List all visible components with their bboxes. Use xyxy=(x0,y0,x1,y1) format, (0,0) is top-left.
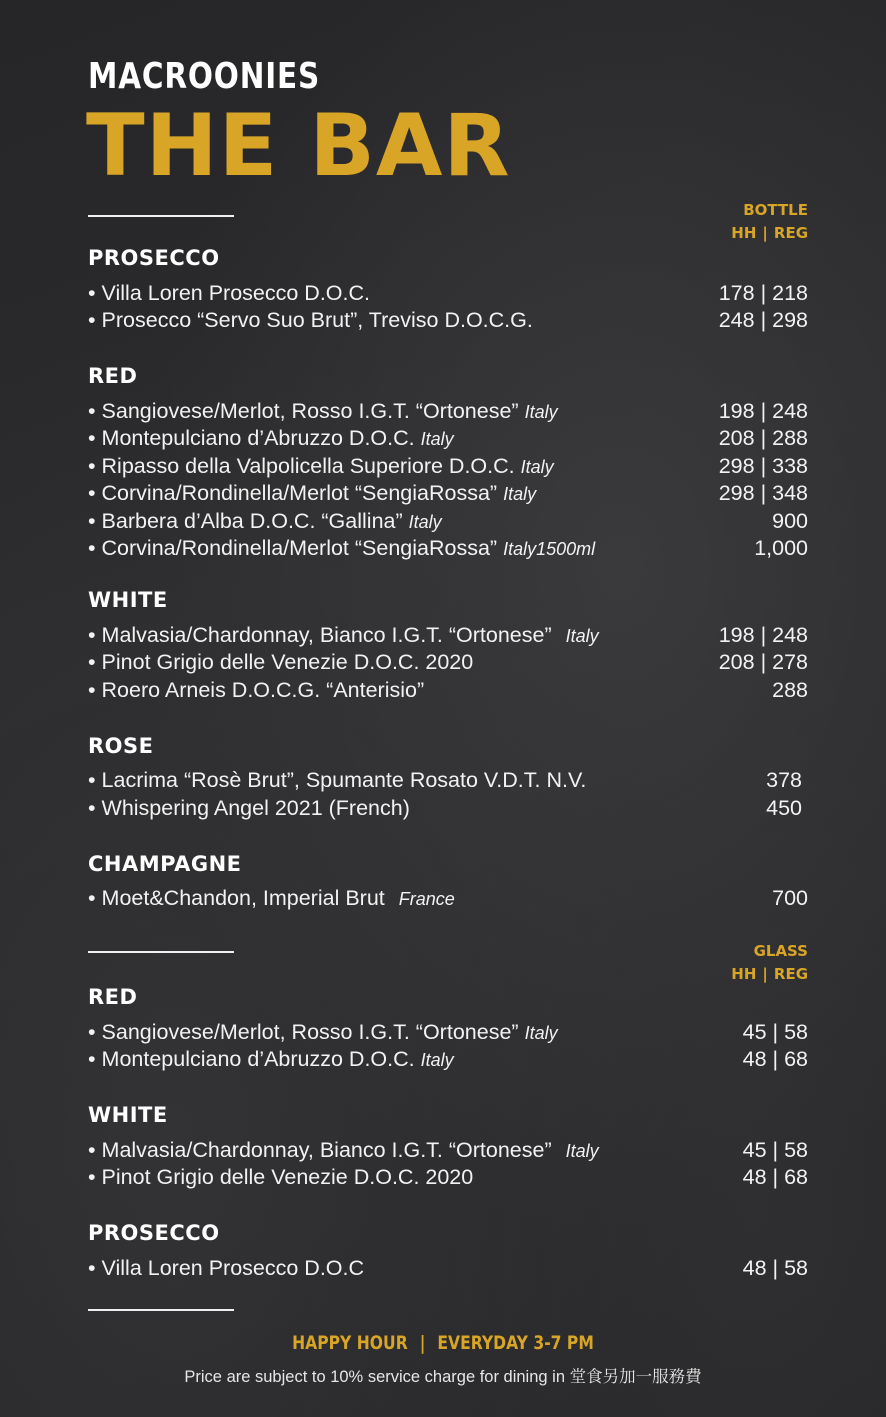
happy-hour-label: HAPPY HOUR xyxy=(292,1332,408,1354)
item-origin: Italy xyxy=(565,1141,599,1161)
happy-hour-banner xyxy=(0,1332,886,1354)
brand-name: MACROONIES xyxy=(88,56,321,97)
menu-item: • Barbera d’Alba D.O.C. “Gallina” Italy 900 xyxy=(88,509,808,533)
section-title-white: WHITE xyxy=(88,588,168,612)
bottle-header-label: BOTTLE xyxy=(743,201,808,219)
menu-item: • Montepulciano d’Abruzzo D.O.C. Italy 48 | 68 xyxy=(88,1047,808,1071)
item-price: 298 | 338 xyxy=(718,454,808,478)
item-name: Ripasso della Valpolicella Superiore D.O.C. xyxy=(101,454,515,478)
item-name: Corvina/Rondinella/Merlot “SengiaRossa” xyxy=(101,536,498,560)
item-name: Villa Loren Prosecco D.O.C xyxy=(101,1256,365,1280)
section-title-champagne: CHAMPAGNE xyxy=(88,852,242,876)
item-price: 48 | 68 xyxy=(742,1047,808,1071)
item-price: 248 | 298 xyxy=(718,308,808,332)
menu-item: • Malvasia/Chardonnay, Bianco I.G.T. “Ortonese” Italy 198 | 248 xyxy=(88,623,808,647)
bottle-price-header xyxy=(731,199,808,245)
item-name: Moet&Chandon, Imperial Brut xyxy=(101,886,385,910)
item-price: 298 | 348 xyxy=(718,481,808,505)
item-name: Prosecco “Servo Suo Brut”, Treviso D.O.C.G. xyxy=(101,308,533,332)
happy-hour-schedule: EVERYDAY 3-7 PM xyxy=(437,1332,594,1354)
divider xyxy=(88,1309,234,1311)
item-price: 378 xyxy=(766,768,802,792)
item-name: Roero Arneis D.O.C.G. “Anterisio” xyxy=(101,678,425,702)
hh-label: HH xyxy=(731,224,757,242)
item-name: Montepulciano d’Abruzzo D.O.C. xyxy=(101,426,415,450)
reg-label: REG xyxy=(773,965,808,983)
item-price: 900 xyxy=(772,509,808,533)
divider xyxy=(88,951,234,953)
service-charge-note: Price are subject to 10% service charge for dining in 堂食另加一服務費 xyxy=(184,1368,702,1386)
section-title-red: RED xyxy=(88,364,138,388)
glass-header-label: GLASS xyxy=(753,942,808,960)
item-price: 1,000 xyxy=(754,536,808,560)
item-origin: Italy xyxy=(565,626,599,646)
item-name: Lacrima “Rosè Brut”, Spumante Rosato V.D.T. N.V. xyxy=(101,768,587,792)
glass-header-columns xyxy=(731,963,808,986)
section-title-rose: ROSE xyxy=(88,734,154,758)
item-name: Malvasia/Chardonnay, Bianco I.G.T. “Ortonese” xyxy=(101,1138,552,1162)
item-name: Pinot Grigio delle Venezie D.O.C. 2020 xyxy=(101,650,474,674)
item-origin: France xyxy=(398,889,455,909)
item-price: 48 | 58 xyxy=(742,1256,808,1280)
menu-item: • Montepulciano d’Abruzzo D.O.C. Italy 208 | 288 xyxy=(88,426,808,450)
menu-item: • Pinot Grigio delle Venezie D.O.C. 2020 48 | 68 xyxy=(88,1165,808,1189)
item-price: 288 xyxy=(772,678,808,702)
divider xyxy=(88,215,234,217)
item-price: 700 xyxy=(772,886,808,910)
menu-item: • Villa Loren Prosecco D.O.C. 178 | 218 xyxy=(88,281,808,305)
hh-label: HH xyxy=(731,965,757,983)
item-origin: Italy xyxy=(503,484,537,504)
menu-item: • Corvina/Rondinella/Merlot “SengiaRossa” Italy 298 | 348 xyxy=(88,481,808,505)
item-name: Barbera d’Alba D.O.C. “Gallina” xyxy=(101,509,403,533)
item-price: 450 xyxy=(766,796,802,820)
menu-item: • Ripasso della Valpolicella Superiore D.O.C. Italy 298 | 338 xyxy=(88,454,808,478)
item-price: 45 | 58 xyxy=(742,1138,808,1162)
glass-price-header xyxy=(731,940,808,986)
page-title: THE BAR xyxy=(86,96,511,196)
menu-item: • Pinot Grigio delle Venezie D.O.C. 2020 208 | 278 xyxy=(88,650,808,674)
item-name: Whispering Angel 2021 (French) xyxy=(101,796,410,820)
menu-item: • Malvasia/Chardonnay, Bianco I.G.T. “Ortonese” Italy 45 | 58 xyxy=(88,1138,808,1162)
item-price: 198 | 248 xyxy=(718,399,808,423)
section-title-white: WHITE xyxy=(88,1103,168,1127)
section-title-red: RED xyxy=(88,985,138,1009)
item-price: 208 | 288 xyxy=(718,426,808,450)
item-origin: Italy xyxy=(524,1023,558,1043)
item-origin: Italy xyxy=(524,402,558,422)
column-separator: | xyxy=(762,965,768,983)
item-price: 45 | 58 xyxy=(742,1020,808,1044)
menu-item: • Lacrima “Rosè Brut”, Spumante Rosato V.D.T. N.V. 378 xyxy=(88,768,802,792)
menu-item: • Villa Loren Prosecco D.O.C 48 | 58 xyxy=(88,1256,808,1280)
item-name: Pinot Grigio delle Venezie D.O.C. 2020 xyxy=(101,1165,474,1189)
item-origin: Italy1500ml xyxy=(503,539,596,559)
item-origin: Italy xyxy=(408,512,442,532)
menu-item: • Moet&Chandon, Imperial Brut France 700 xyxy=(88,886,808,910)
item-price: 48 | 68 xyxy=(742,1165,808,1189)
item-price: 208 | 278 xyxy=(718,650,808,674)
item-name: Corvina/Rondinella/Merlot “SengiaRossa” xyxy=(101,481,498,505)
item-price: 178 | 218 xyxy=(718,281,808,305)
item-name: Montepulciano d’Abruzzo D.O.C. xyxy=(101,1047,415,1071)
column-separator: | xyxy=(762,224,768,242)
menu-item: • Sangiovese/Merlot, Rosso I.G.T. “Ortonese” Italy 198 | 248 xyxy=(88,399,808,423)
item-origin: Italy xyxy=(420,429,454,449)
menu-item: • Prosecco “Servo Suo Brut”, Treviso D.O.C.G. 248 | 298 xyxy=(88,308,808,332)
section-title-prosecco: PROSECCO xyxy=(88,246,220,270)
bottle-header-columns xyxy=(731,222,808,245)
item-name: Sangiovese/Merlot, Rosso I.G.T. “Ortonese” xyxy=(101,1020,519,1044)
section-title-prosecco: PROSECCO xyxy=(88,1221,220,1245)
item-origin: Italy xyxy=(420,1050,454,1070)
item-name: Villa Loren Prosecco D.O.C. xyxy=(101,281,370,305)
reg-label: REG xyxy=(773,224,808,242)
item-name: Malvasia/Chardonnay, Bianco I.G.T. “Ortonese” xyxy=(101,623,552,647)
menu-item: • Roero Arneis D.O.C.G. “Anterisio” 288 xyxy=(88,678,808,702)
menu-item: • Sangiovese/Merlot, Rosso I.G.T. “Ortonese” Italy 45 | 58 xyxy=(88,1020,808,1044)
menu-item: • Corvina/Rondinella/Merlot “SengiaRossa” Italy1500ml 1,000 xyxy=(88,536,808,560)
item-price: 198 | 248 xyxy=(718,623,808,647)
footer-separator: | xyxy=(419,1332,426,1354)
item-origin: Italy xyxy=(520,457,554,477)
menu-item: • Whispering Angel 2021 (French) 450 xyxy=(88,796,802,820)
item-name: Sangiovese/Merlot, Rosso I.G.T. “Ortonese” xyxy=(101,399,519,423)
